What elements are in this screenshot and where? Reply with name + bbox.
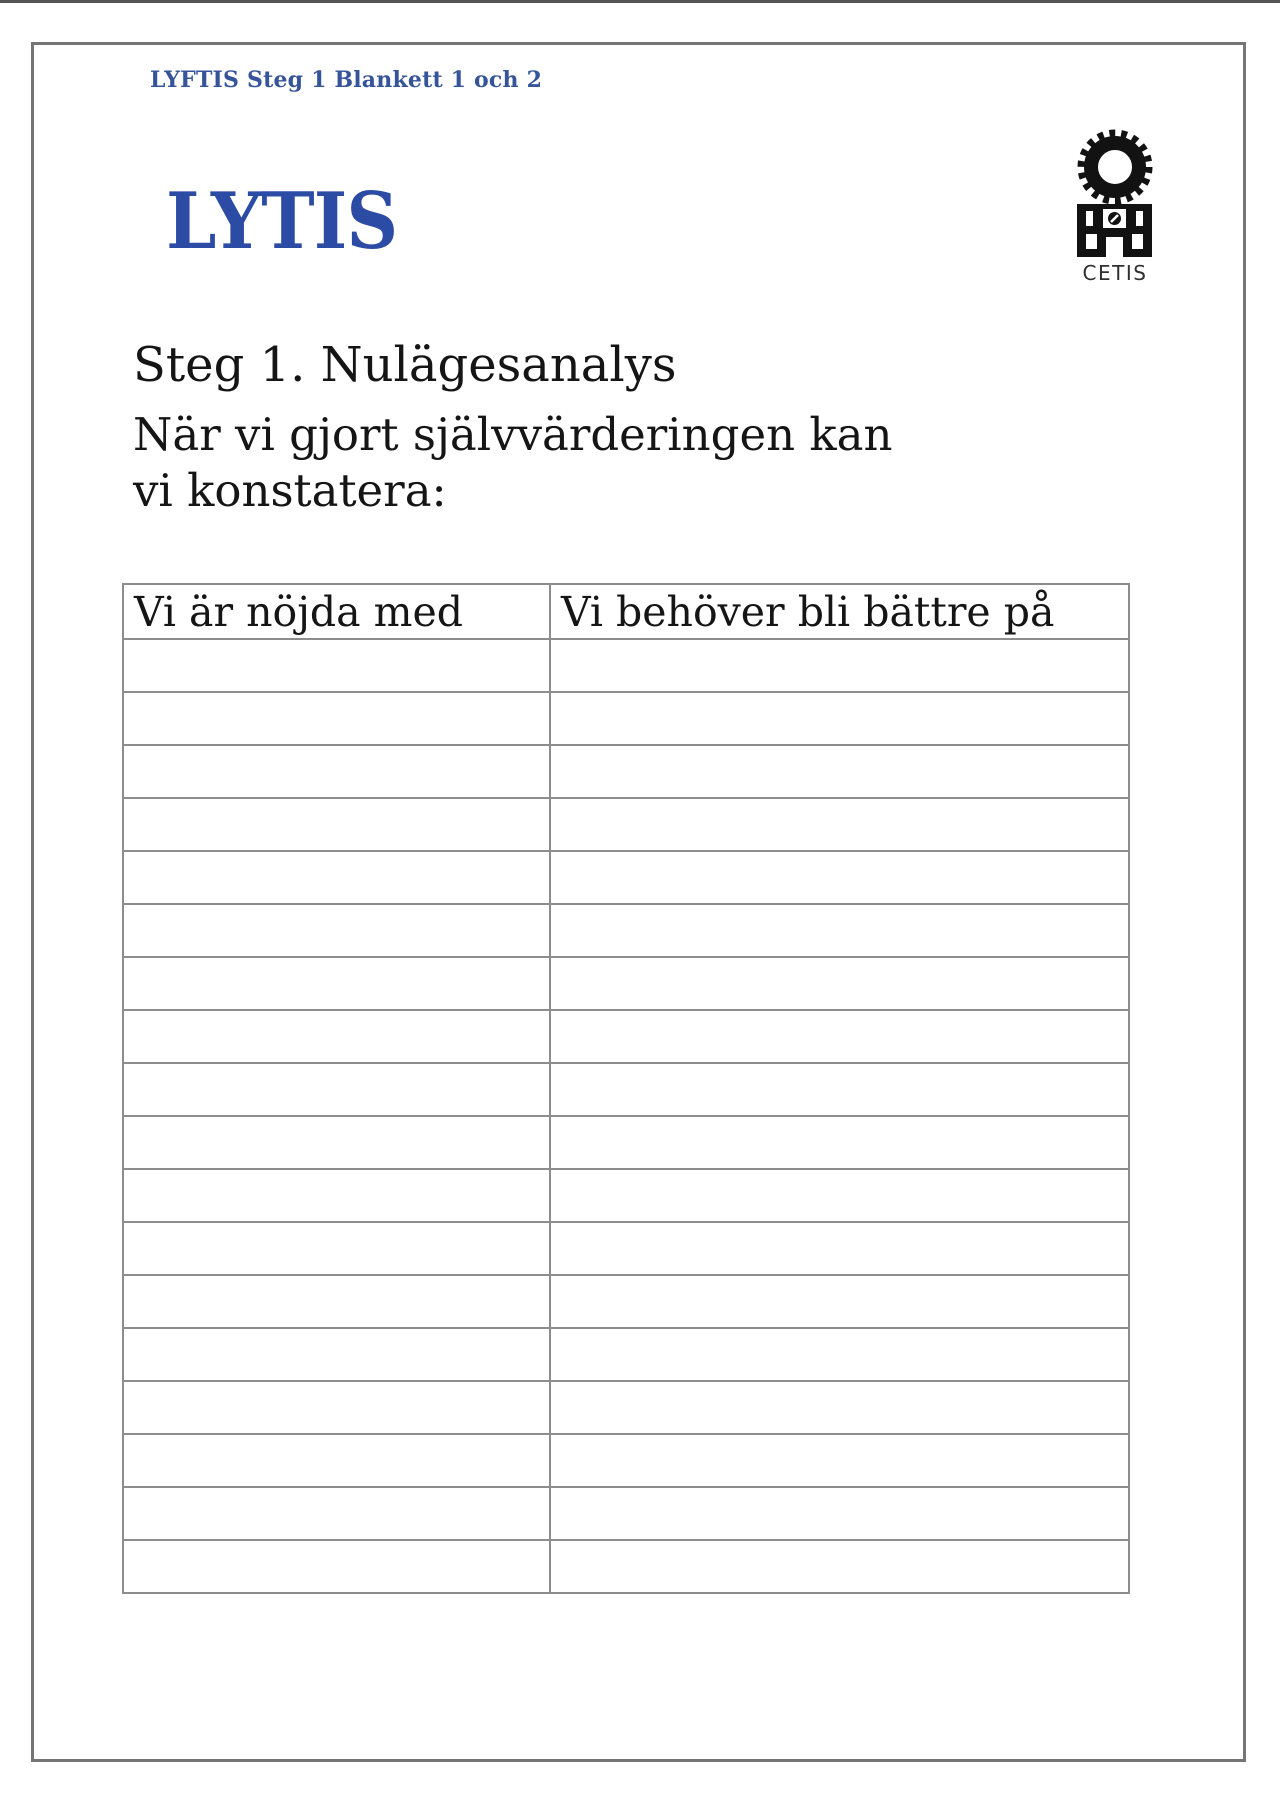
section-heading: Steg 1. Nulägesanalys — [133, 337, 677, 393]
cell-improve[interactable] — [550, 1010, 1129, 1063]
table-row — [123, 1275, 1129, 1328]
table-row — [123, 692, 1129, 745]
table-row — [123, 745, 1129, 798]
table-row — [123, 1116, 1129, 1169]
table-row — [123, 1222, 1129, 1275]
cell-improve[interactable] — [550, 957, 1129, 1010]
table-row — [123, 1063, 1129, 1116]
table-row — [123, 1381, 1129, 1434]
table-row — [123, 1434, 1129, 1487]
table-row — [123, 1010, 1129, 1063]
table-row — [123, 1540, 1129, 1593]
cell-improve[interactable] — [550, 1275, 1129, 1328]
cell-satisfied[interactable] — [123, 1169, 550, 1222]
cell-satisfied[interactable] — [123, 1116, 550, 1169]
cell-improve[interactable] — [550, 1222, 1129, 1275]
cell-improve[interactable] — [550, 1116, 1129, 1169]
cell-improve[interactable] — [550, 904, 1129, 957]
page-frame — [31, 42, 1246, 1762]
cell-satisfied[interactable] — [123, 798, 550, 851]
cell-improve[interactable] — [550, 851, 1129, 904]
table-row — [123, 957, 1129, 1010]
cell-improve[interactable] — [550, 1540, 1129, 1593]
cell-improve[interactable] — [550, 1169, 1129, 1222]
cell-satisfied[interactable] — [123, 1487, 550, 1540]
table-row — [123, 1328, 1129, 1381]
cell-satisfied[interactable] — [123, 1434, 550, 1487]
cell-satisfied[interactable] — [123, 692, 550, 745]
cell-improve[interactable] — [550, 639, 1129, 692]
cell-improve[interactable] — [550, 1328, 1129, 1381]
building-icon — [1077, 204, 1152, 257]
cell-satisfied[interactable] — [123, 1222, 550, 1275]
cell-satisfied[interactable] — [123, 639, 550, 692]
intro-line: När vi gjort självvärderingen kan — [133, 408, 893, 461]
page-title: LYTIS — [166, 176, 398, 267]
analysis-table — [122, 583, 1130, 1594]
intro-line: vi konstatera: — [133, 464, 447, 517]
document-header-note: LYFTIS Steg 1 Blankett 1 och 2 — [150, 67, 543, 93]
cell-improve[interactable] — [550, 745, 1129, 798]
cetis-logo — [1060, 119, 1170, 299]
cell-improve[interactable] — [550, 1487, 1129, 1540]
cell-improve[interactable] — [550, 798, 1129, 851]
cell-satisfied[interactable] — [123, 1381, 550, 1434]
cell-improve[interactable] — [550, 1381, 1129, 1434]
intro-paragraph — [133, 407, 892, 519]
cell-satisfied[interactable] — [123, 1063, 550, 1116]
analysis-table-body — [123, 639, 1129, 1593]
table-row — [123, 904, 1129, 957]
cell-satisfied[interactable] — [123, 904, 550, 957]
table-row — [123, 1169, 1129, 1222]
column-header-satisfied: Vi är nöjda med — [123, 584, 550, 639]
screen-top-edge — [0, 0, 1280, 3]
table-header-row — [123, 584, 1129, 639]
table-row — [123, 798, 1129, 851]
table-row — [123, 851, 1129, 904]
gear-icon — [1081, 133, 1149, 201]
table-row — [123, 639, 1129, 692]
cell-improve[interactable] — [550, 1434, 1129, 1487]
cell-satisfied[interactable] — [123, 1275, 550, 1328]
cell-improve[interactable] — [550, 692, 1129, 745]
cell-satisfied[interactable] — [123, 957, 550, 1010]
cell-satisfied[interactable] — [123, 851, 550, 904]
table-row — [123, 1487, 1129, 1540]
cell-satisfied[interactable] — [123, 1010, 550, 1063]
column-header-improve: Vi behöver bli bättre på — [550, 584, 1129, 639]
cell-satisfied[interactable] — [123, 745, 550, 798]
cell-satisfied[interactable] — [123, 1540, 550, 1593]
cell-satisfied[interactable] — [123, 1328, 550, 1381]
logo-caption: CETIS — [1082, 261, 1148, 285]
cell-improve[interactable] — [550, 1063, 1129, 1116]
